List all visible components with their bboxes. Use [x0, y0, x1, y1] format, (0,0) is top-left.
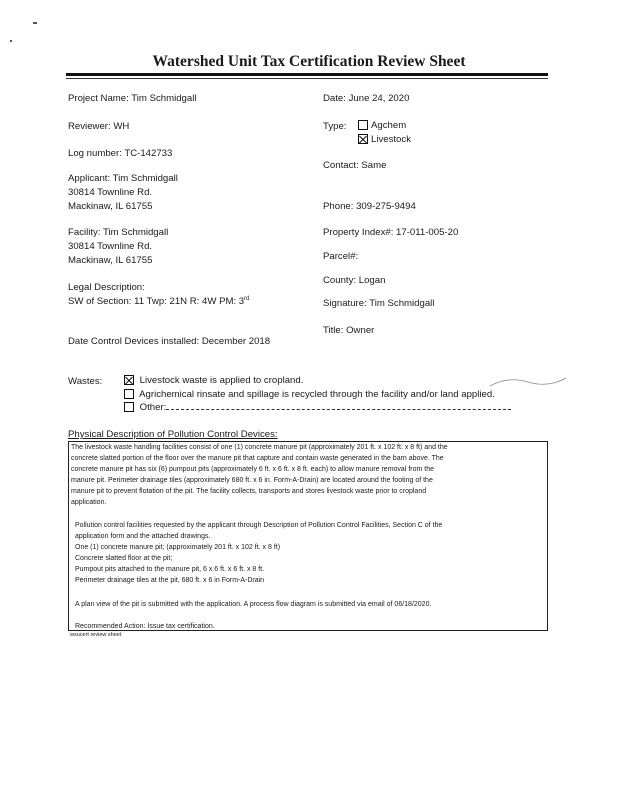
footer-label: wsucert review sheet: [70, 632, 122, 638]
facilities-line: Concrete slatted floor at the pit;: [75, 555, 173, 562]
owner-title: Title: Owner: [323, 325, 375, 336]
parcel: Parcel#:: [323, 251, 359, 262]
facilities-line: Perimeter drainage tiles at the pit, 680 ft. x 6 in Form-A-Drain: [75, 577, 265, 584]
applicant-street: 30814 Townline Rd.: [68, 187, 153, 198]
county: County: Logan: [323, 275, 386, 286]
waste-option-other: [124, 402, 511, 413]
facility-city: Mackinaw, IL 61755: [68, 255, 153, 266]
physical-description-box: [68, 441, 548, 631]
signature: Signature: Tim Schmidgall: [323, 298, 435, 309]
review-date: Date: June 24, 2020: [323, 93, 410, 104]
recommended-action: Recommended Action: Issue tax certification.: [75, 623, 215, 630]
waste-option-agrichemical: [124, 389, 495, 400]
property-index: Property Index#: 17-011-005-20: [323, 227, 459, 238]
desc-line: manure pit. Perimeter drainage tiles (approximately 680 ft. x 6 in. Form-A-Drain) are located around the footing of the: [71, 477, 433, 484]
scan-speck: [10, 40, 12, 42]
facility-street: 30814 Townline Rd.: [68, 241, 153, 252]
checkbox-agchem[interactable]: [358, 120, 368, 130]
type-option-label: Agchem: [371, 120, 407, 131]
contact: Contact: Same: [323, 160, 387, 171]
type-option-livestock: [358, 134, 411, 145]
project-name: Project Name: Tim Schmidgall: [68, 93, 197, 104]
facilities-line: Pollution control facilities requested by the applicant through Description of Pollution Control Facilities, Section C of the: [75, 522, 443, 529]
facilities-line: application form and the attached drawings.: [75, 533, 211, 540]
desc-line: concrete manure pit has six (6) pumpout pits (approximately 6 ft. x 6 ft. x 8 ft. each) to allow manure removal from the: [71, 466, 434, 473]
facility-name: Facility: Tim Schmidgall: [68, 227, 169, 238]
title-rule-thin: [66, 78, 548, 79]
applicant-name: Applicant: Tim Schmidgall: [68, 173, 178, 184]
type-label: Type:: [323, 121, 347, 132]
wastes-label: Wastes:: [68, 376, 103, 387]
document-title: Watershed Unit Tax Certification Review Sheet: [152, 53, 466, 70]
desc-line: concrete slatted portion of the floor over the manure pit that capture and contain waste generated in the barn above. The: [71, 455, 444, 462]
plan-view-note: A plan view of the pit is submitted with the application. A process flow diagram is submitted via email of 06/18/2020.: [75, 601, 432, 608]
desc-line: application.: [71, 499, 107, 506]
checkbox-livestock[interactable]: [358, 134, 368, 144]
log-number: Log number: TC-142733: [68, 148, 173, 159]
applicant-city: Mackinaw, IL 61755: [68, 201, 153, 212]
legal-value-text: SW of Section: 11 Twp: 21N R: 4W PM: 3: [68, 296, 245, 308]
checkbox-waste-livestock[interactable]: [124, 375, 134, 385]
reviewer: Reviewer: WH: [68, 121, 130, 132]
title-rule: [66, 73, 548, 76]
date-installed: Date Control Devices installed: December 2018: [68, 336, 271, 347]
scan-speck: [33, 22, 37, 24]
physical-heading: Physical Description of Pollution Control Devices:: [68, 429, 278, 440]
desc-line: The livestock waste handling facilities consist of one (1) concrete manure pit (approximately 201 ft. x 102 ft. x 8 ft) and the: [71, 444, 448, 451]
other-underline: [166, 409, 511, 410]
facilities-line: Pumpout pits attached to the manure pit, 6 x 6 ft. x 6 ft. x 8 ft.: [75, 566, 265, 573]
type-option-label: Livestock: [371, 134, 411, 145]
pen-mark: [488, 374, 568, 390]
legal-description-label: Legal Description:: [68, 282, 145, 293]
checkbox-waste-other[interactable]: [124, 402, 134, 412]
type-option-agchem: [358, 120, 406, 131]
checkbox-waste-agrichemical[interactable]: [124, 389, 134, 399]
facilities-line: One (1) concrete manure pit; (approximately 201 ft. x 102 ft. x 8 ft): [75, 544, 281, 551]
legal-value-sup: rd: [244, 296, 250, 302]
waste-option-label: Agrichemical rinsate and spillage is recycled through the facility and/or land applied.: [139, 389, 495, 400]
phone: Phone: 309-275-9494: [323, 201, 416, 212]
waste-option-label: Livestock waste is applied to cropland.: [139, 375, 304, 386]
legal-description-value: [68, 296, 249, 307]
desc-line: manure pit to prevent flotation of the pit. The facility collects, transports and stores livestock waste prior to cropland: [71, 488, 427, 495]
waste-option-livestock: [124, 375, 303, 386]
waste-option-label: Other:: [139, 402, 167, 413]
